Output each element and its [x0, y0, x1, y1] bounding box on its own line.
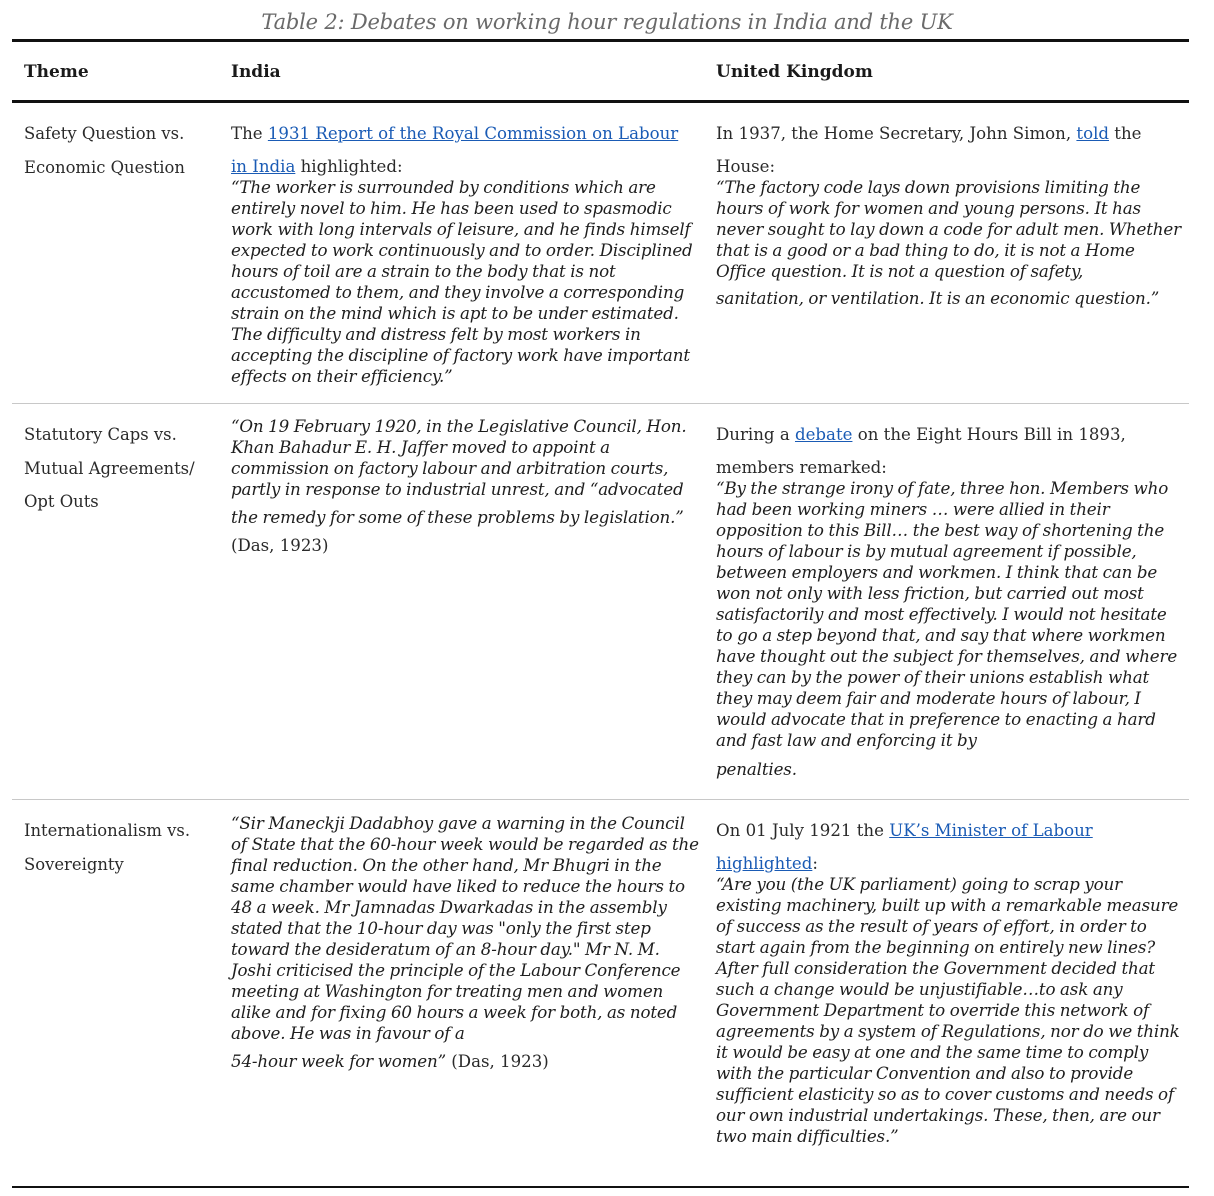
told-link[interactable]: told	[1076, 124, 1110, 143]
india-cell	[231, 416, 701, 562]
row-theme	[24, 814, 209, 881]
theme-line: Safety Question vs.	[24, 124, 185, 143]
report-1931-link[interactable]: 1931 Report of the Royal Commission on Labour	[267, 124, 679, 143]
quote-text: “The factory code lays down provisions limiting the hours of work for women and young persons. It has never sought to lay down a code for adult men. Whether that is a good or a bad thing to do, it is not a Home Office question. It is not a question of safety,	[716, 177, 1181, 281]
header-india: India	[231, 62, 281, 82]
uk-cell	[716, 814, 1184, 1147]
row-theme	[24, 117, 209, 184]
intro-text: the	[1109, 124, 1142, 143]
intro-text: members remarked:	[716, 458, 887, 477]
quote-text: “Sir Maneckji Dadabhoy gave a warning in the Council of State that the 60-hour week would be regarded as the final reduction. On the other hand, Mr Bhugri in the same chamber would have liked to reduce the hours to 48 a week. Mr Jamnadas Dwarkadas in the assembly stated that the 10-hour day was "only the first step toward the desideratum of an 8-hour day." Mr N. M. Joshi criticised the principle of the Labour Conference meeting at Washington for treating men and women alike and for fixing 60 hours a week for both, as noted above. He was in favour of a	[231, 813, 699, 1043]
quote-text-last: sanitation, or ventilation. It is an economic question.”	[716, 288, 1160, 308]
intro-text: on the Eight Hours Bill in 1893,	[852, 425, 1126, 444]
quote-text: “Are you (the UK parliament) going to scrap your existing machinery, built up with a remarkable measure of success as the result of years of effort, in order to start again from the beginning on entirely new lines? After full consideration the Government decided that such a change would be unjustifiable…to ask any Government Department to override this network of agreements by a system of Regulations, nor do we think it would be easy at one and the same time to comply with the particular Convention and also to provide sufficient elasticity so as to cover customs and needs of our own industrial undertakings. These, then, are our two main difficulties.”	[716, 874, 1180, 1146]
uk-cell	[716, 117, 1184, 309]
quote-text-last: penalties.	[716, 759, 797, 779]
intro-text: highlighted:	[295, 157, 403, 176]
report-1931-link-cont[interactable]: in India	[231, 157, 296, 176]
debate-link[interactable]: debate	[794, 425, 853, 444]
intro-text: During a	[716, 425, 795, 444]
intro-text: In 1937, the Home Secretary, John Simon,	[716, 124, 1077, 143]
uk-cell	[716, 418, 1184, 780]
highlighted-link[interactable]: highlighted	[716, 854, 813, 873]
intro-text: :	[812, 854, 818, 873]
theme-line: Sovereignty	[24, 854, 124, 874]
citation: (Das, 1923)	[446, 1052, 549, 1071]
header-bottom-rule	[12, 100, 1189, 103]
intro-text: The	[231, 124, 268, 143]
header-uk: United Kingdom	[716, 62, 873, 82]
quote-text-last: the remedy for some of these problems by legislation.”	[231, 507, 684, 527]
quote-text: “By the strange irony of fate, three hon. Members who had been working miners … were allied in their opposition to this Bill… the best way of shortening the hours of labour is by mutual agreement if possible, between employers and workmen. I think that can be won not only with less friction, but carried out most satisfactorily and most effectively. I would not hesitate to go a step beyond that, and say that where workmen have thought out the subject for themselves, and where they can by the power of their unions establish what they may deem fair and moderate hours of labour, I would advocate that in preference to enacting a hard and fast law and enforcing it by	[716, 478, 1178, 750]
quote-text: “The worker is surrounded by conditions which are entirely novel to him. He has been used to spasmodic work with long intervals of leisure, and he finds himself expected to work continuously and to order. Disciplined hours of toil are a strain to the body that is not accustomed to them, and they involve a corresponding strain on the mind which is apt to be under estimated. The difficulty and distress felt by most workers in accepting the discipline of factory work have important effects on their efficiency.”	[231, 177, 693, 386]
row-divider	[12, 403, 1189, 404]
citation: (Das, 1923)	[231, 536, 329, 555]
quote-text: “On 19 February 1920, in the Legislative Council, Hon. Khan Bahadur E. H. Jaffer moved to appoint a commission on factory labour and arbitration courts, partly in response to industrial unrest, and “advocated	[231, 416, 687, 499]
table-top-rule	[12, 39, 1189, 42]
theme-line: Opt Outs	[24, 492, 99, 511]
table-bottom-rule	[12, 1186, 1189, 1188]
row-divider	[12, 799, 1189, 800]
theme-line: Economic Question	[24, 157, 185, 177]
row-theme	[24, 418, 209, 519]
table-caption: Table 2: Debates on working hour regulations in India and the UK	[261, 10, 953, 34]
minister-of-labour-link[interactable]: UK’s Minister of Labour	[889, 821, 1093, 840]
india-cell	[231, 117, 701, 387]
theme-line: Internationalism vs.	[24, 821, 191, 840]
intro-text: House:	[716, 157, 776, 176]
header-theme: Theme	[24, 62, 89, 82]
india-cell	[231, 813, 701, 1072]
theme-line: Statutory Caps vs.	[24, 425, 177, 444]
quote-text-last: 54-hour week for women”	[231, 1051, 447, 1071]
theme-line: Mutual Agreements/	[24, 458, 195, 478]
intro-text: On 01 July 1921 the	[716, 821, 890, 840]
